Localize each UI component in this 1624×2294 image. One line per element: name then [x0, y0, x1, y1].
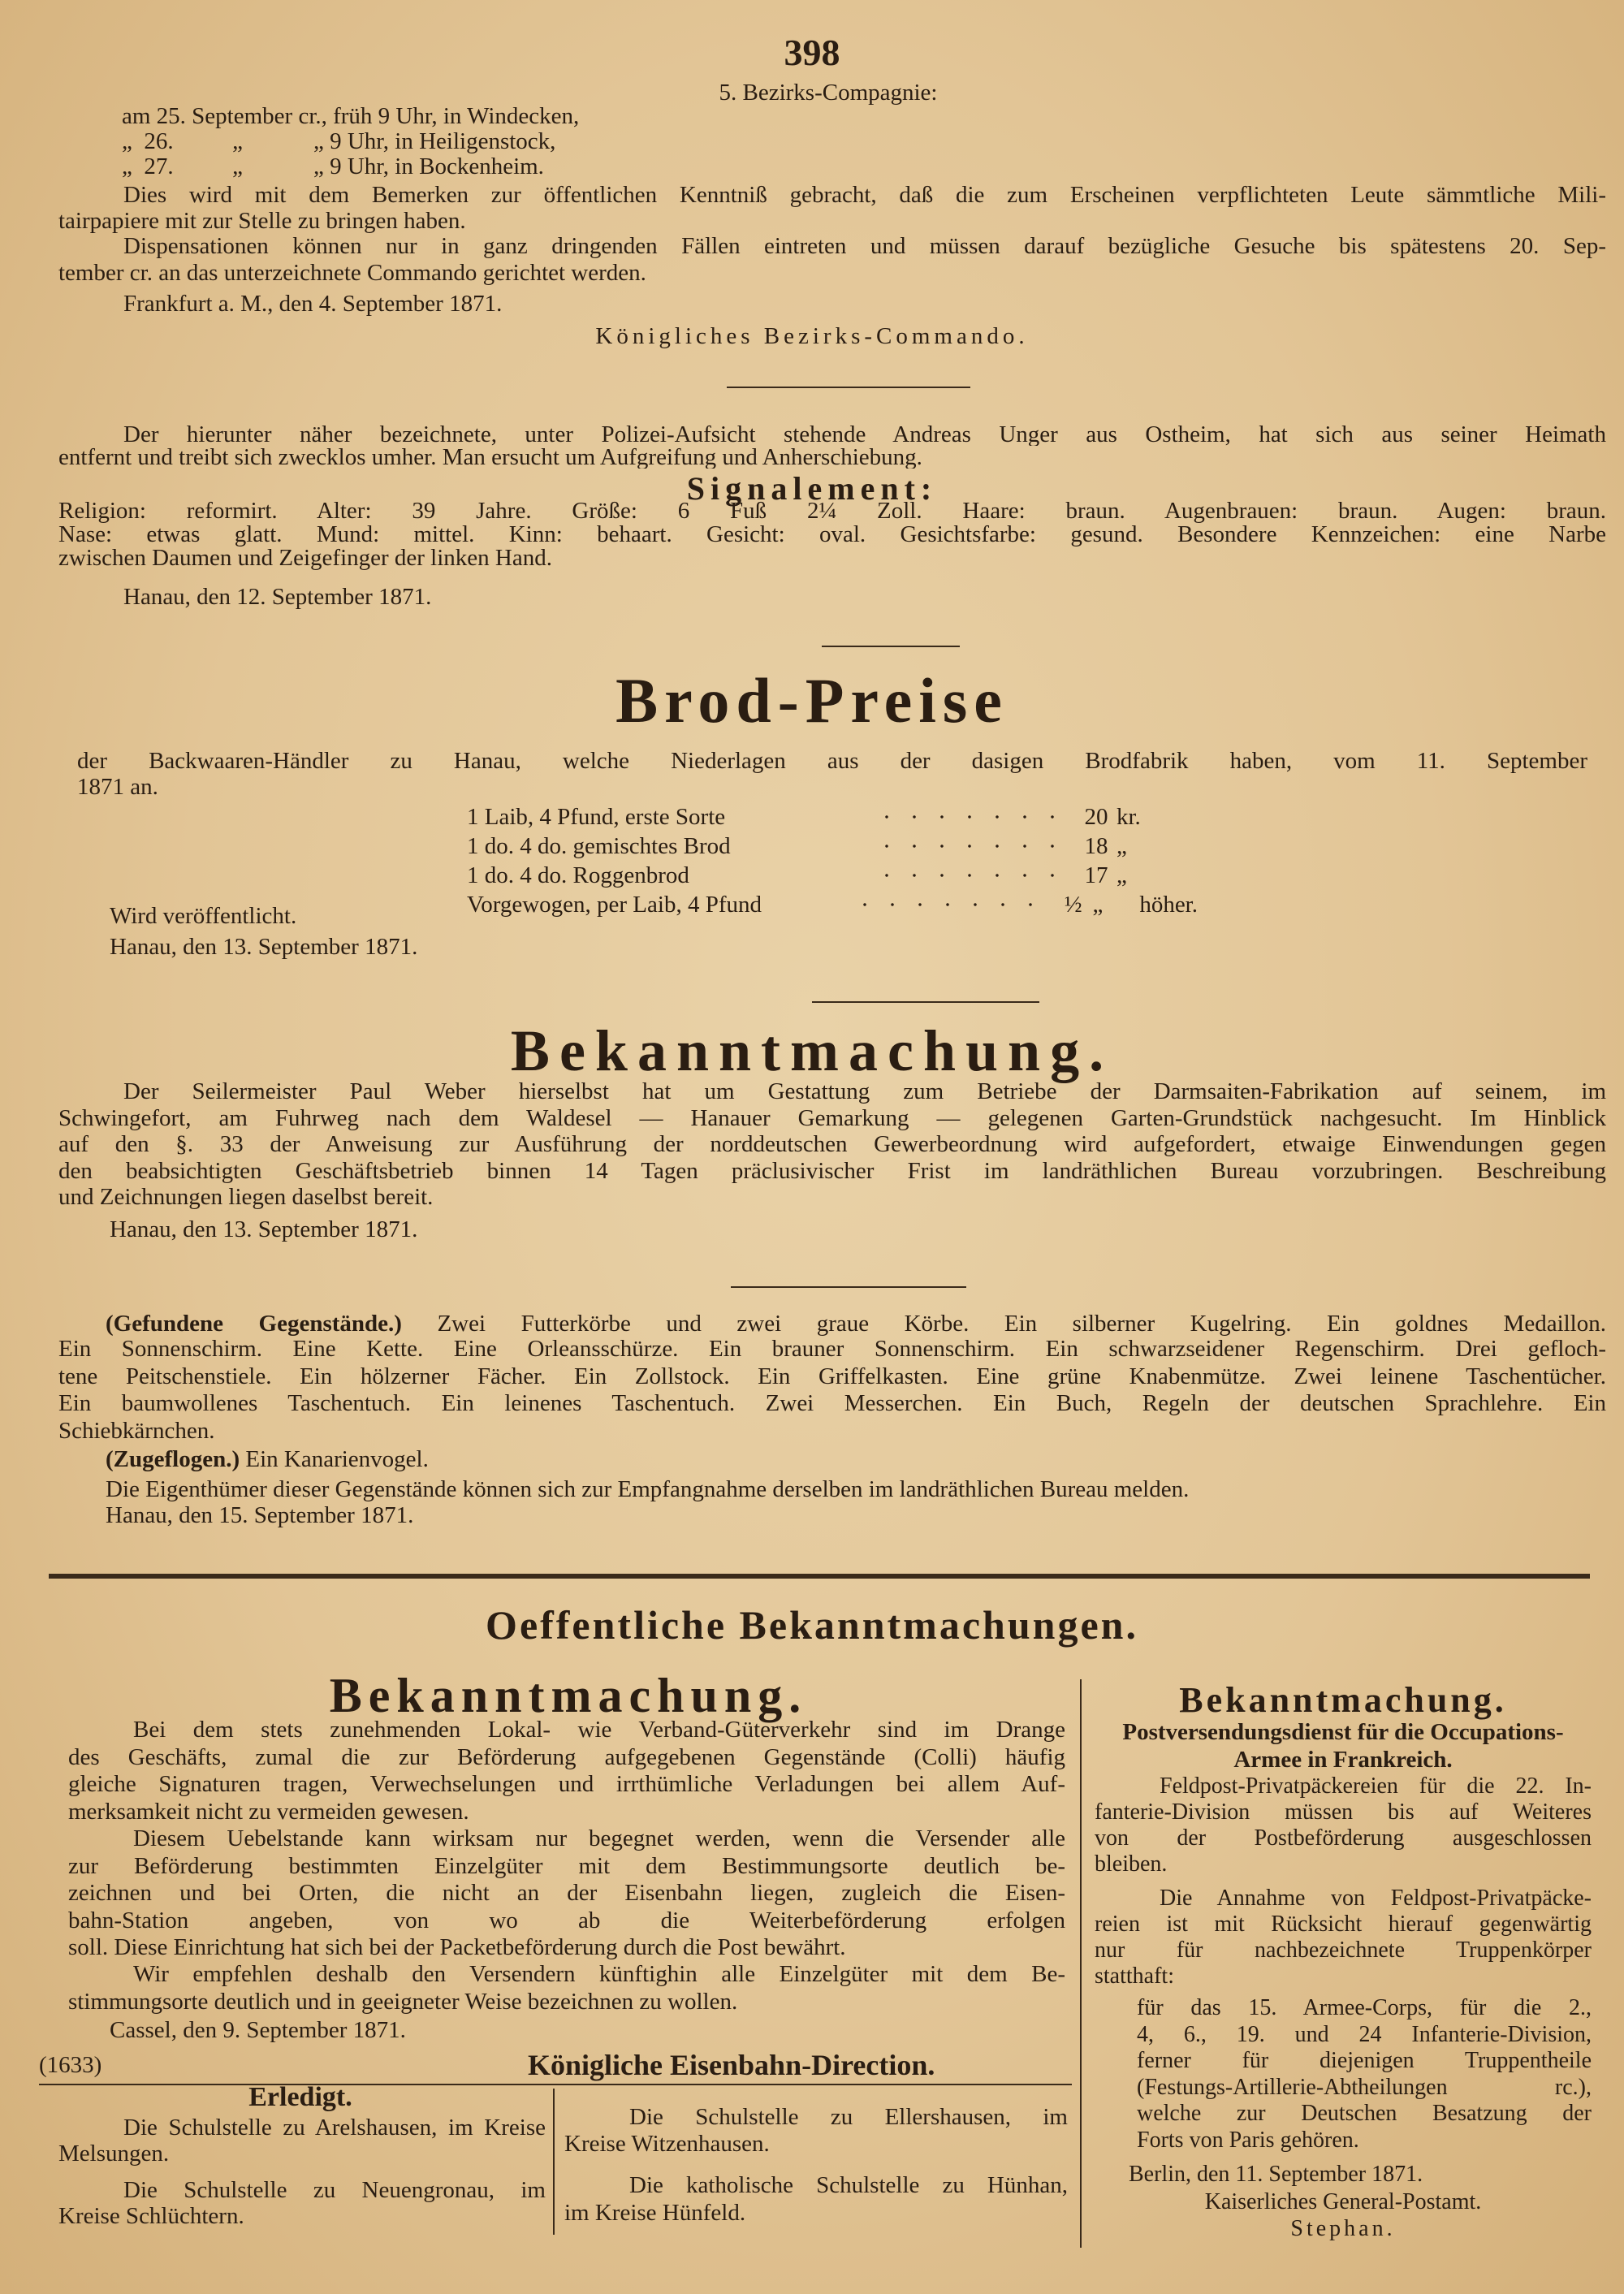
text-line: „ 26. „ „ 9 Uhr, in Heiligenstock,: [122, 128, 556, 154]
text-line: Melsungen.: [58, 2141, 170, 2167]
text-line: der Backwaaren-Händler zu Hanau, welche Niederlagen aus der dasigen Brodfabrik haben, vom 11. September: [77, 748, 1587, 774]
text-line: Die Schulstelle zu Neuengronau, im: [123, 2177, 546, 2203]
text-line: Schwingefort, am Fuhrweg nach dem Waldesel — Hanauer Gemarkung — gelegenen Garten-Grundstück nachgesucht. Im Hinblick: [58, 1104, 1606, 1131]
text-line: Wir empfehlen deshalb den Versendern künftighin alle Einzelgüter mit dem Be-: [133, 1961, 1065, 1987]
price-note: [1149, 861, 1165, 890]
post-notice-title: Bekanntmachung.: [1179, 1680, 1507, 1720]
bread-prices-intro: [77, 748, 1587, 800]
text-line: stimmungsorte deutlich und in geeigneter Weise bezeichnen zu wollen.: [68, 1988, 738, 2015]
dot-leader: [873, 861, 1076, 890]
price-value: 20: [1084, 804, 1108, 830]
found-items-list: [58, 1336, 1606, 1445]
vacancy-ellershausen: [564, 2104, 1068, 2158]
text-line: Religion: reformirt. Alter: 39 Jahre. Größe: 6 Fuß 2¼ Zoll. Haare: braun. Augenbrauen: braun. Augen: braun.: [58, 499, 1606, 523]
text-line: fanterie-Division müssen bis auf Weiteres: [1095, 1799, 1592, 1825]
place-date: Hanau, den 15. September 1871.: [106, 1502, 414, 1528]
vacancy-neuengronau: [58, 2177, 546, 2229]
place-date: Berlin, den 11. September 1871.: [1129, 2162, 1423, 2187]
post-paragraph-1: [1095, 1773, 1592, 1877]
text-line: Armee in Frankreich.: [1233, 1747, 1453, 1773]
divider: [731, 1286, 966, 1288]
text-line: den beabsichtigten Geschäftsbetrieb binnen 14 Tagen präclusivischer Frist im landräthlichen Bureau vorzubringen. Beschreibung: [58, 1157, 1606, 1184]
price-note: höher.: [1139, 892, 1198, 918]
text-line: Diesem Uebelstande kann wirksam nur begegnet werden, wenn die Versender alle: [133, 1825, 1065, 1851]
divider: [727, 387, 970, 388]
found-label: (Gefundene Gegenstände.): [106, 1311, 402, 1337]
text-line: Die Annahme von Feldpost-Privatpäcke-: [1160, 1886, 1592, 1911]
schedule: [122, 104, 579, 179]
text-line: (Festungs-Artillerie-Abtheilungen rc.),: [1137, 2074, 1592, 2100]
dot-leader: [873, 832, 1076, 861]
post-troop-list: [1137, 1995, 1592, 2154]
post-paragraph-2: [1095, 1886, 1592, 1989]
text-line: 1871 an.: [77, 774, 158, 800]
text-line: statthaft:: [1095, 1964, 1174, 1989]
text-line: Bei dem stets zunehmenden Lokal- wie Verband-Güterverkehr sind im Drange: [133, 1717, 1065, 1743]
dot-leader: [851, 890, 1054, 919]
price-note: [1149, 802, 1165, 832]
price-value: 17: [1084, 862, 1108, 888]
text-line: merksamkeit nicht zu vermeiden gewesen.: [68, 1798, 469, 1825]
text-line: Feldpost-Privatpäckereien für die 22. In-: [1160, 1773, 1592, 1799]
bread-prices-title: Brod-Preise: [615, 665, 1009, 736]
dot-leader: [873, 802, 1076, 832]
price-item: Vorgewogen, per Laib, 4 Pfund: [467, 892, 762, 918]
column-divider: [1080, 1679, 1082, 2248]
price-row: [467, 832, 1198, 861]
text-line: ferner für diejenigen Truppentheile: [1137, 2048, 1592, 2073]
place-date: Cassel, den 9. September 1871.: [110, 2017, 406, 2043]
thick-divider: [49, 1574, 1590, 1579]
price-unit: „: [1092, 892, 1104, 918]
price-row: [467, 861, 1198, 890]
price-row: [467, 802, 1198, 832]
rail-paragraph-2: [68, 1825, 1065, 1962]
text-line: Kreise Schlüchtern.: [58, 2203, 244, 2229]
text-line: bahn-Station angeben, von wo ab die Weiterbeförderung erfolgen: [68, 1907, 1065, 1933]
signalement-title: Signalement:: [686, 470, 938, 507]
flown-line: [106, 1446, 429, 1473]
text-line: welche zur Deutschen Besatzung der: [1137, 2101, 1592, 2126]
text-line: entfernt und treibt sich zwecklos umher. Man ersucht um Aufgreifung und Anherschiebung.: [58, 446, 922, 469]
text-line: Nase: etwas glatt. Mund: mittel. Kinn: behaart. Gesicht: oval. Gesichtsfarbe: gesund. Besondere Kennzeichen: eine Narbe: [58, 523, 1606, 546]
text-line: bleiben.: [1095, 1851, 1168, 1877]
price-item: 1 do. 4 do. gemischtes Brod: [467, 833, 731, 859]
place-date: Frankfurt a. M., den 4. September 1871.: [123, 291, 503, 317]
rail-signature: Königliche Eisenbahn-Direction.: [528, 2049, 935, 2081]
text-line: Dispensationen können nur in ganz dringenden Fällen eintreten und müssen darauf bezügliche Gesuche bis spätestens 20. Sep-: [123, 233, 1606, 259]
text-line: Ein Sonnenschirm. Eine Kette. Eine Orleansschürze. Ein brauner Sonnenschirm. Ein schwarzseidener Regenschirm. Drei gefloch-: [58, 1336, 1606, 1362]
price-note: [1149, 832, 1165, 861]
text-line: zwischen Daumen und Zeigefinger der linken Hand.: [58, 546, 552, 570]
place-date: Hanau, den 12. September 1871.: [123, 584, 432, 610]
text-line: Die Schulstelle zu Arelshausen, im Kreise: [123, 2115, 546, 2141]
price-row: [467, 890, 1198, 919]
page-number: 398: [784, 32, 840, 73]
rope-notice-title: Bekanntmachung.: [510, 1018, 1114, 1083]
text-line: Der Seilermeister Paul Weber hierselbst hat um Gestattung zum Betriebe der Darmsaiten-Fabrikation auf seinem, im: [123, 1078, 1606, 1104]
price-item: 1 Laib, 4 Pfund, erste Sorte: [467, 804, 726, 830]
vacancy-arelshausen: [58, 2115, 546, 2167]
text-line: Kreise Witzenhausen.: [564, 2131, 770, 2157]
price-unit: „: [1116, 862, 1127, 888]
price-item: 1 do. 4 do. Roggenbrod: [467, 862, 689, 888]
price-unit: „: [1116, 833, 1127, 859]
text-line: im Kreise Hünfeld.: [564, 2200, 746, 2226]
wanted-paragraph: [58, 423, 1606, 469]
flown-label: (Zugeflogen.): [106, 1446, 240, 1472]
text-line: tairpapiere mit zur Stelle zu bringen haben.: [58, 208, 466, 234]
military-papers-paragraph: [58, 182, 1606, 234]
text-line: soll. Diese Einrichtung hat sich bei der Packetbeförderung durch die Post bewährt.: [68, 1934, 846, 1960]
public-heading: Oeffentliche Bekanntmachungen.: [486, 1602, 1138, 1648]
flown-text: Ein Kanarienvogel.: [245, 1446, 429, 1472]
place-date: Hanau, den 13. September 1871.: [110, 1216, 418, 1242]
price-value: 18: [1084, 833, 1108, 859]
text-line: auf den §. 33 der Anweisung zur Ausführung der norddeutschen Gewerbeordnung wird aufgefordert, etwaige Einwendungen gegen: [58, 1131, 1606, 1157]
text-line: reien ist mit Rücksicht hierauf gegenwärtig: [1095, 1912, 1592, 1937]
text-line: Die katholische Schulstelle zu Hünhan,: [629, 2172, 1068, 2198]
signalement-details: [58, 499, 1606, 570]
claim-text: Die Eigenthümer dieser Gegenstände können sich zur Empfangnahme derselben im landräthlichen Bureau melden.: [106, 1476, 1190, 1502]
text-line: 4, 6., 19. und 24 Infanterie-Division,: [1137, 2021, 1592, 2047]
text-line: am 25. September cr., früh 9 Uhr, in Windecken,: [122, 103, 580, 129]
text-line: nur für nachbezeichnete Truppenkörper: [1095, 1938, 1592, 1963]
notice-number: (1633): [39, 2052, 102, 2078]
signature: Königliches Bezirks-Commando.: [595, 323, 1029, 349]
text-line: von der Postbeförderung ausgeschlossen: [1095, 1825, 1592, 1851]
place-date: Hanau, den 13. September 1871.: [110, 934, 418, 960]
published-note: Wird veröffentlicht.: [110, 903, 297, 929]
text-line: gleiche Signaturen tragen, Verwechselungen und irrthümliche Verladungen bei allem Auf-: [68, 1771, 1065, 1797]
vacancies-title: Erledigt.: [248, 2082, 352, 2112]
text-line: Dies wird mit dem Bemerken zur öffentlichen Kenntniß gebracht, daß die zum Erscheinen verpflichteten Leute sämmtliche Mili-: [123, 182, 1606, 208]
rail-paragraph-1: [68, 1717, 1065, 1825]
price-value: ½: [1064, 892, 1082, 918]
text-line: tene Peitschenstiele. Ein hölzerner Fächer. Ein Zollstock. Ein Griffelkasten. Eine grüne Knabenmütze. Zwei leinene Taschentücher.: [58, 1363, 1606, 1389]
text-line: zur Beförderung bestimmten Einzelgüter mit dem Bestimmungsorte deutlich be-: [68, 1852, 1065, 1879]
found-first-line: [106, 1311, 1606, 1337]
price-unit: kr.: [1116, 804, 1141, 830]
rail-notice-title: Bekanntmachung.: [329, 1669, 808, 1722]
text-line: „ 27. „ „ 9 Uhr, in Bockenheim.: [122, 153, 544, 179]
text-line: für das 15. Armee-Corps, für die 2.,: [1137, 1995, 1592, 2020]
text-line: Postversendungsdienst für die Occupations-: [1122, 1719, 1564, 1745]
vacancies-divider: [553, 2089, 555, 2235]
text-line: Schiebkärnchen.: [58, 1417, 215, 1444]
post-notice-subtitle: [1095, 1718, 1592, 1773]
rail-paragraph-3: [68, 1961, 1065, 2015]
divider: [822, 646, 960, 647]
text-line: Die Schulstelle zu Ellershausen, im: [629, 2104, 1068, 2130]
company-heading: 5. Bezirks-Compagnie:: [719, 80, 938, 106]
text-line: Der hierunter näher bezeichnete, unter Polizei-Aufsicht stehende Andreas Unger aus Ostheim, hat sich aus seiner Heimath: [123, 423, 1606, 446]
vacancy-huenhan: [564, 2171, 1068, 2227]
post-office: Kaiserliches General-Postamt.: [1204, 2189, 1482, 2214]
found-text: Zwei Futterkörbe und zwei graue Körbe. Ein silberner Kugelring. Ein goldnes Medaillon.: [437, 1311, 1606, 1337]
text-line: des Geschäfts, zumal die zur Beförderung aufgegebenen Gegenstände (Colli) häufig: [68, 1743, 1065, 1770]
text-line: zeichnen und bei Orten, die nicht an der Eisenbahn liegen, zugleich die Eisen-: [68, 1880, 1065, 1906]
post-signer: Stephan.: [1290, 2216, 1396, 2241]
text-line: Forts von Paris gehören.: [1137, 2127, 1359, 2153]
divider: [812, 1001, 1039, 1003]
rope-notice-text: [58, 1078, 1606, 1211]
text-line: und Zeichnungen liegen daselbst bereit.: [58, 1184, 434, 1210]
dispensations-paragraph: [58, 233, 1606, 287]
text-line: tember cr. an das unterzeichnete Commando gerichtet werden.: [58, 260, 646, 286]
text-line: Ein baumwollenes Taschentuch. Ein leinenes Taschentuch. Zwei Messerchen. Ein Buch, Regeln der deutschen Sprachlehre. Ein: [58, 1390, 1606, 1416]
